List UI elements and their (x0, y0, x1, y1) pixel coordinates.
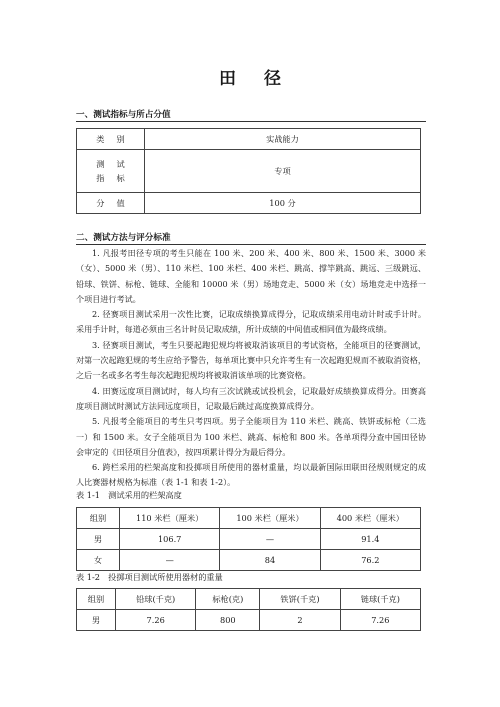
table-row (77, 150, 421, 193)
section-divider-1 (76, 121, 426, 122)
table-cell: 女 (77, 550, 120, 571)
table-cell-label (77, 150, 145, 193)
table-header-row (77, 589, 421, 610)
method-text (76, 246, 426, 491)
table-cell: 91.4 (320, 529, 420, 550)
table-cell-value: 实战能力 (145, 129, 421, 150)
table-row (77, 610, 421, 631)
column-header: 400 米栏（厘米） (320, 508, 420, 529)
label-line: 指标 (96, 173, 137, 183)
table-cell: 7.26 (116, 610, 196, 631)
paragraph: 3. 径赛项目测试，考生只要起跑犯规均将被取消该项目的考试资格，全能项目的径赛测试，对第一次起跑犯规的考生应给予警告，每单项比赛中只允许考生有一次起跑犯规而不被取消资格，之后一名或多名考生每次起跑犯规均将被取消该单项的比赛资格。 (76, 339, 426, 381)
table-cell: 2 (260, 610, 340, 631)
column-header: 标枪(克) (196, 589, 260, 610)
table-cell: 76.2 (320, 550, 420, 571)
score-table (76, 128, 421, 214)
table-cell: — (220, 529, 320, 550)
table-row (77, 193, 421, 214)
column-header: 100 米栏（厘米） (220, 508, 320, 529)
table-row (77, 529, 421, 550)
table-cell: — (120, 550, 220, 571)
section-divider-2 (76, 244, 426, 245)
paragraph: 1. 凡报考田径专项的考生只能在 100 米、200 米、400 米、800 米、1500 米、3000 米（女）、5000 米（男）、110 米栏、100 米栏、400 米栏、跳高、撑竿跳高、跳远、三级跳远、铅球、铁饼、标枪、链球、全能和 10000 米（男）场地竞走、5000 米（女）场地竞走中选择一个项目进行考试。 (76, 248, 426, 304)
table-cell-value: 100 分 (145, 193, 421, 214)
paragraph: 5. 凡报考全能项目的考生只考四项。男子全能项目为 110 米栏、跳高、铁饼或标枪（二选一）和 1500 米。女子全能项目为 100 米栏、跳高、标枪和 800 米。各单项得分查中国田径协会审定的《田径项目分值表》，按四项累计得分为最后得分。 (76, 416, 426, 457)
table-row (77, 550, 421, 571)
implement-weight-table (76, 588, 421, 631)
label-line: 测试 (96, 159, 137, 169)
table-cell: 男 (77, 610, 116, 631)
section-heading-1: 一、测试指标与所占分值 (76, 110, 171, 120)
table-cell: 7.26 (340, 610, 420, 631)
table-caption-2: 表 1-2 投掷项目测试所使用器材的重量 (76, 572, 223, 582)
paragraph: 2. 径赛项目测试采用一次性比赛，记取成绩换算成得分，记取成绩采用电动计时或手计时。采用手计时，每道必须由三名计时员记取成绩，所计成绩的中间值或相同值为最终成绩。 (76, 309, 426, 335)
section-heading-2: 二、测试方法与评分标准 (76, 233, 171, 243)
table-cell: 800 (196, 610, 260, 631)
table-cell: 男 (77, 529, 120, 550)
table-caption-1: 表 1-1 测试采用的栏架高度 (76, 490, 182, 500)
column-header: 组别 (77, 508, 120, 529)
column-header: 组别 (77, 589, 116, 610)
table-row (77, 129, 421, 150)
table-cell-label: 分值 (77, 193, 145, 214)
column-header: 铅球(千克) (116, 589, 196, 610)
paragraph: 4. 田赛远度项目测试时，每人均有三次试跳或试投机会，记取最好成绩换算成得分。田赛高度项目测试时测试方法同远度项目，记取最后跳过高度换算成得分。 (76, 385, 426, 411)
column-header: 110 米栏（厘米） (120, 508, 220, 529)
table-cell-label: 类别 (77, 129, 145, 150)
table-cell: 106.7 (120, 529, 220, 550)
hurdle-height-table (76, 507, 421, 571)
paragraph: 6. 跨栏采用的栏架高度和投掷项目所使用的器材重量，均以最新国际田联田径规则规定的成人比赛器材规格为标准（表 1-1 和表 1-2）。 (76, 462, 426, 488)
table-cell: 84 (220, 550, 320, 571)
table-cell-value: 专项 (145, 150, 421, 193)
column-header: 链球(千克) (340, 589, 420, 610)
column-header: 铁饼(千克) (260, 589, 340, 610)
table-header-row (77, 508, 421, 529)
page-title: 田径 (219, 69, 309, 89)
